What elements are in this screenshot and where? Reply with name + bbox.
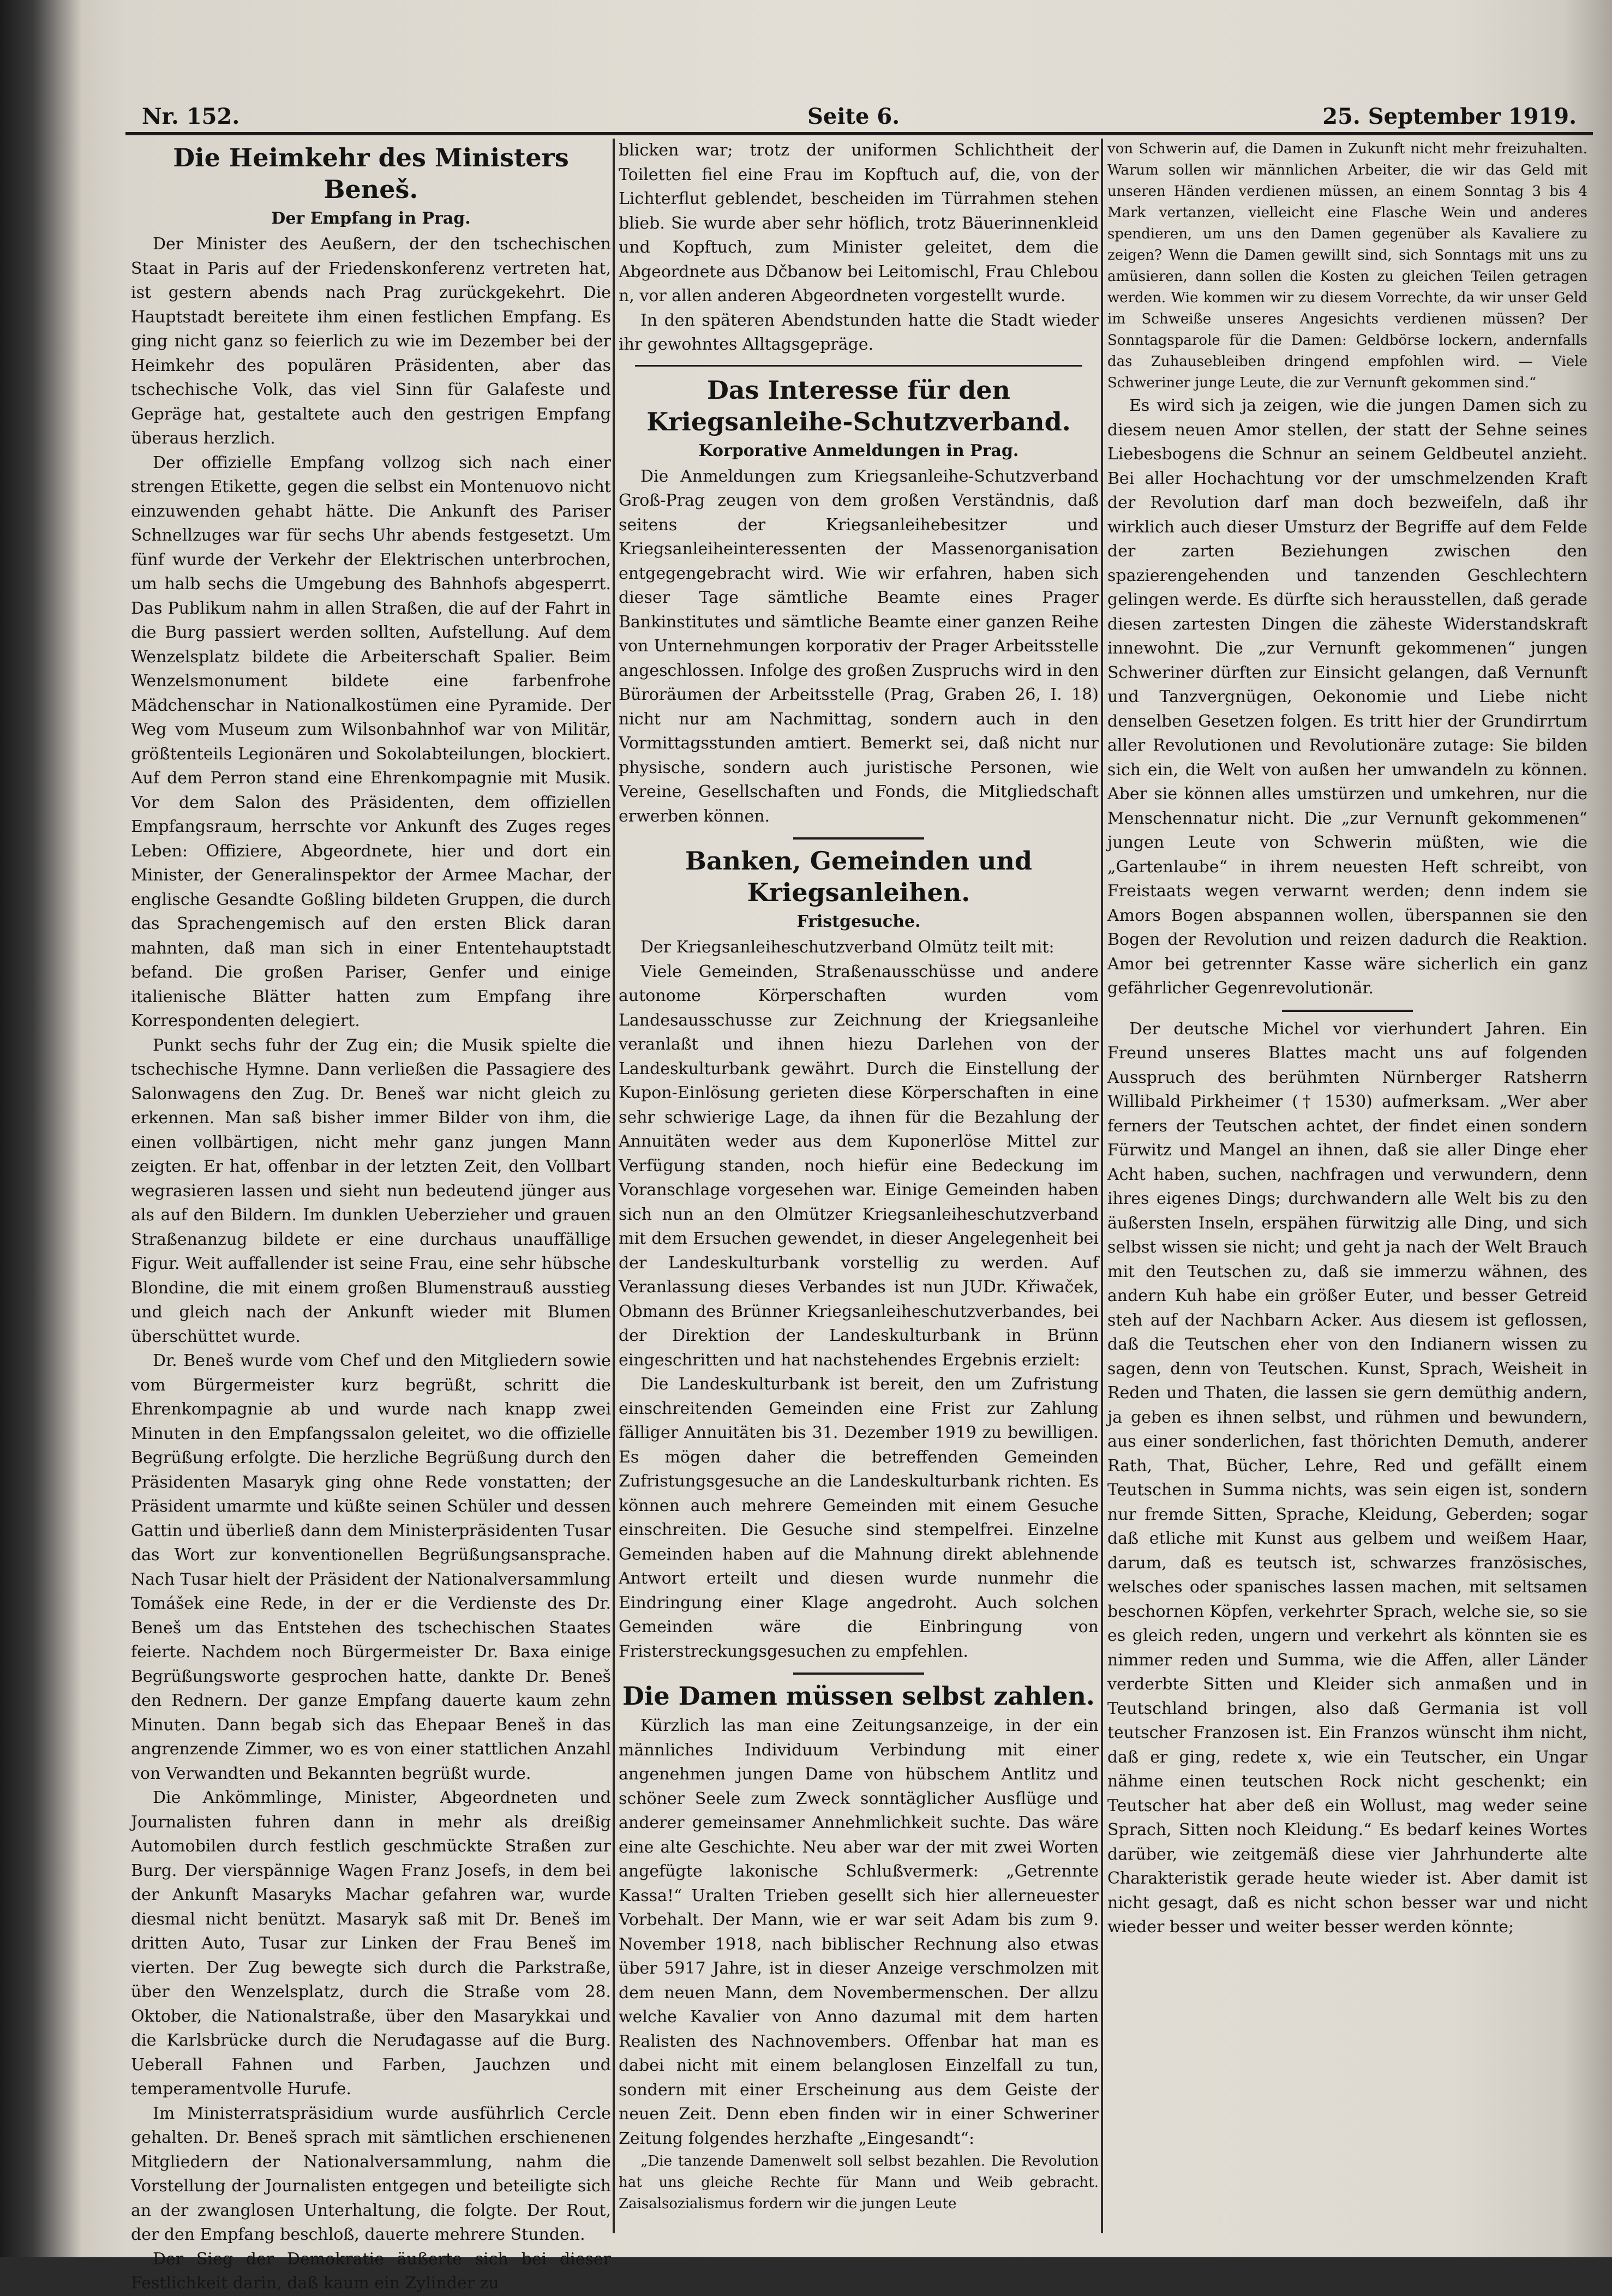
masthead	[125, 93, 1593, 136]
article-paragraph: Der Kriegsanleiheschutzverband Olmütz teilt mit:	[640, 938, 1054, 957]
column-3	[1107, 139, 1587, 2233]
article-paragraph: Punkt sechs fuhr der Zug ein; die Musik spielte die tschechische Hymne. Dann verließen die Passagiere des Salonwagens den Zug. Dr. Beneš war nicht gleich zu erkennen. Man saß bisher immer Bilder von ihm, die einen vollbärtigen, nicht mehr ganz jungen Mann zeigten. Er hat, offenbar in der letzten Zeit, den Vollbart wegrasieren lassen und sieht nun bedeutend jünger aus als auf den Bildern. Im dunklen Ueberzieher und grauen Straßenanzug bildete er eine durchaus unauffällige Figur. Weit auffallender ist seine Frau, eine sehr hübsche Blondine, die mit einem großen Blumenstrauß ausstieg und gleich nach der Ankunft wieder mit Blumen überschüttet wurde.	[131, 1035, 611, 1346]
article-headline-kriegsanleihe-schutzverband: Das Interesse für den Kriegsanleihe-Schutzverband.	[646, 375, 1071, 436]
article-paragraph: Die Landeskulturbank ist bereit, den um Zufristung einschreitenden Gemeinden eine Frist zur Zahlung fälliger Annuitäten bis 31. Dezember 1919 zu bewilligen. Es mögen daher die betreffenden Gemeinden Zufristungsgesuche an die Landeskulturbank richten. Es können auch mehrere Gemeinden mit einem Gesuche einschreiten. Die Gesuche sind stempelfrei. Einzelne Gemeinden haben auf die Mahnung direkt ablehnende Antwort erteilt und diesen wurde nunmehr die Eindringung einer Klage angedroht. Auch solchen Gemeinden wäre die Einbringung von Fristerstreckungsgesuchen zu empfehlen.	[619, 1375, 1099, 1661]
column-2	[619, 139, 1099, 2233]
column-separator-1	[613, 139, 615, 2233]
article-headline-benes: Die Heimkehr des Ministers Beneš.	[173, 143, 569, 204]
masthead-rule	[125, 132, 1593, 135]
article-paragraph: Dr. Beneš wurde vom Chef und den Mitgliedern sowie vom Bürgermeister kurz begrüßt, schritt die Ehrenkompagnie ab und wurde nach knapp zwei Minuten in den Empfangssalon geleitet, wo die offizielle Begrüßung erfolgte. Die herzliche Begrüßung durch den Präsidenten Masaryk ging ohne Rede vonstatten; der Präsident umarmte und küßte seinen Schüler und dessen Gattin und überließ dann dem Ministerpräsidenten Tusar das Wort zur konventionellen Begrüßungsansprache. Nach Tusar hielt der Präsident der Nationalversammlung Tomášek eine Rede, in der er die Verdienste des Dr. Beneš um das Entstehen des tschechischen Staates feierte. Nachdem noch Bürgermeister Dr. Baxa einige Begrüßungsworte gesprochen hatte, dankte Dr. Beneš den Rednern. Der ganze Empfang dauerte kaum zehn Minuten. Dann begab sich das Ehepaar Beneš in das angrenzende Zimmer, wo es von einer stattlichen Anzahl von Verwandten und Bekannten begrüßt wurde.	[131, 1351, 611, 1783]
page-number: Seite 6.	[807, 104, 900, 129]
article-headline-banken-gemeinden: Banken, Gemeinden und Kriegsanleihen.	[685, 846, 1033, 907]
article-paragraph: Es wird sich ja zeigen, wie die jungen Damen sich zu diesem neuen Amor stellen, der statt der Sehne seines Liebesbogens die Schnur an seinem Geldbeutel anzieht. Bei aller Hochachtung vor der umschmelzenden Kraft der Revolution darf man doch bezweifeln, daß ihr wirklich auch dieser Umsturz der Begriffe auf dem Felde der zarten Beziehungen zwischen den spazierengehenden und tanzenden Geschlechtern gelingen werde. Es dürfte sich herausstellen, daß gerade diesen zartesten Dingen die zäheste Widerstandskraft innewohnt. Die „zur Vernunft gekommenen“ jungen Schweriner dürften zur Einsicht gelangen, daß Vernunft und Tanzvergnügen, Oekonomie und Liebe nicht denselben Gesetzen folgen. Es tritt hier der Grundirrtum aller Revolutionen und Revolutionäre zutage: Sie bilden sich ein, die Welt von außen her umwandeln zu können. Aber sie können alles umstürzen und umkehren, nur die Menschennatur nicht. Die „zur Vernunft gekommenen“ jungen Leute von Schwerin müßten, wie die „Gartenlaube“ in ihrem neuesten Heft schreibt, von Freistaats wegen verwarnt werden; denn indem sie Amors Bogen abspannen wollen, überspannen sie den Bogen der Revolution und reizen dadurch die Reaktion. Amor bei getrennter Kasse wäre sicherlich ein ganz gefährlicher Gegenrevolutionär.	[1107, 396, 1587, 998]
article-paragraph: Viele Gemeinden, Straßenausschüsse und andere autonome Körperschaften wurden vom Landesausschusse zur Zeichnung der Kriegsanleihe veranlaßt und ihnen hiezu Darlehen von der Landeskulturbank gewährt. Durch die Einstellung der Kupon-Einlösung gerieten diese Körperschaften in eine sehr schwierige Lage, da ihnen für die Bezahlung der Annuitäten weder aus dem Kuponerlöse Mittel zur Verfügung standen, noch hiefür eine Bedeckung im Voranschlage vorgesehen war. Einige Gemeinden haben sich nun an den Olmützer Kriegsanleiheschutzverband mit dem Ersuchen gewendet, in dieser Angelegenheit bei der Landeskulturbank vorstellig zu werden. Auf Veranlassung dieses Verbandes ist nun JUDr. Křiwaček, Obmann des Brünner Kriegsanleiheschutzverbandes, bei der Direktion der Landeskulturbank in Brünn eingeschritten und hat nachstehendes Ergebnis erzielt:	[619, 962, 1099, 1370]
article-divider	[793, 837, 924, 840]
article-paragraph: Die Ankömmlinge, Minister, Abgeordneten und Journalisten fuhren dann in mehr als dreißig Automobilen durch festlich geschmückte Straßen zur Burg. Der vierspännige Wagen Franz Josefs, in dem bei der Ankunft Masaryks Machar gefahren war, wurde diesmal nicht benützt. Masaryk saß mit Dr. Beneš im dritten Auto, Tusar zur Linken der Frau Beneš im vierten. Der Zug bewegte sich durch die Parkstraße, über den Wenzelsplatz, durch die Straße vom 28. Oktober, die Nationalstraße, über den Masarykkai und die Karlsbrücke durch die Neruđagasse auf die Burg. Ueberall Fahnen und Farben, Jauchzen und temperamentvolle Hurufe.	[131, 1788, 611, 2099]
article-paragraph: In den späteren Abendstunden hatte die Stadt wieder ihr gewohntes Alltagsgepräge.	[619, 310, 1099, 354]
column-1	[131, 139, 611, 2293]
article-subhead-benes: Der Empfang in Prag.	[271, 209, 471, 228]
newspaper-page	[125, 82, 1593, 2293]
issue-date: 25. September 1919.	[1322, 104, 1577, 129]
quoted-letter: von Schwerin auf, die Damen in Zukunft nicht mehr freizuhalten. Warum sollen wir männlichen Arbeiter, die wir das Geld mit unseren Händen verdienen müssen, an einem Sonntag 3 bis 4 Mark vertanzen, vielleicht eine Flasche Wein und anderes spendieren, um uns den Damen gegenüber als Kavaliere zu zeigen? Wenn die Damen gewillt sind, sich Sonntags mit uns zu amüsieren, dann sollen die Kosten zu gleichen Teilen getragen werden. Wie kommen wir zu diesem Vorrechte, da wir unser Geld im Schweiße unseres Angesichts verdienen müssen? Der Sonntagsparole für die Damen: Geldbörse lockern, andernfalls das Zuhausebleiben dringend empfohlen wird. — Viele Schweriner junge Leute, die zur Vernunft gekommen sind.“	[1107, 141, 1587, 391]
article-divider	[793, 1672, 924, 1675]
article-subhead-banken-gemeinden: Fristgesuche.	[796, 912, 921, 931]
article-headline-damen-zahlen: Die Damen müssen selbst zahlen.	[622, 1681, 1095, 1711]
quoted-letter: „Die tanzende Damenwelt soll selbst bezahlen. Die Revolution hat uns gleiche Rechte für Mann und Weib gebracht. Zaisalsozialismus fordern wir die jungen Leute	[619, 2153, 1099, 2212]
article-paragraph: blicken war; trotz der uniformen Schlichtheit der Toiletten fiel eine Frau im Kopftuch auf, die, von der Lichterflut geblendet, bescheiden im Türrahmen stehen blieb. Sie wurde aber sehr höflich, trotz Bäuerinnenkleid und Kopftuch, zum Minister geleitet, dem die Abgeordnete aus Dčbanow bei Leitomischl, Frau Chlebou n, vor allen anderen Abgeordneten vorgestellt wurde.	[619, 141, 1099, 305]
article-paragraph-deutsche-michel: Der deutsche Michel vor vierhundert Jahren. Ein Freund unseres Blattes macht uns auf folgenden Ausspruch des berühmten Nürnberger Ratsherrn Willibald Pirkheimer († 1530) aufmerksam. „Wer aber ferners der Teutschen achtet, der findet einen sondern Fürwitz und Mangel an ihnen, daß sie aller Dinge eher Acht haben, suchen, nachfragen und verwundern, denn ihres eigenes Dings; durchwandern alle Welt bis zu den äußersten Inseln, erspähen fürwitzig alle Ding, und sich selbst wissen sie nicht; und geht ja nach der Welt Brauch mit den Teutschen zu, daß sie immerzu wähnen, des andern Kuh habe ein größer Euter, und besser Getreid steh auf der Nachbarn Acker. Aus diesem ist geflossen, daß die Teutschen eher von den Indianern wissen zu sagen, denn von Teutschen. Kunst, Sprach, Weisheit in Reden und Thaten, die lassen sie gern demüthig andern, ja geben es ihnen selbst, und rühmen und bewundern, aus einer sonderlichen, fast thörichten Demuth, anderer Rath, That, Bücher, Lehre, Red und gefällt einem Teutschen in Summa nichts, was sein eigen ist, sondern nur fremde Sitten, Sprache, Kleidung, Geberden; sogar daß etliche mit Kunst aus gelbem und weißem Haar, darum, daß es teutsch ist, schwarzes französisches, welsches oder spanisches lassen machen, mit seltsamen beschornen Köpfen, verkehrter Sprach, welche sie, so sie es gleich reden, ungern und verkehrt als könnten sie es nimmer reden und Summa, wie die Affen, aller Länder verderbte Sitten und Kleider sich anmaßen und in Teutschland bringen, also daß Germania ist voll teutscher Franzosen ist. Ein Franzos wünscht ihm nicht, daß er ging, redete x, wie ein Teutscher, ein Ungar nähme einen teutschen Rock nicht geschenkt; ein Teutscher hat aber deß ein Wollust, mag weder seine Sprach, Sitten noch Kleidung.“ Es bedarf keines Wortes darüber, wie zeitgemäß diese vier Jahrhunderte alte Charakteristik gerade heute wieder ist. Aber damit ist nicht gesagt, daß es nicht schon besser war und nicht wieder besser und weiter besser werden könnte;	[1107, 1019, 1587, 1937]
article-paragraph: Der offizielle Empfang vollzog sich nach einer strengen Etikette, gegen die selbst ein Montenuovo nicht einzuwenden gehabt hätte. Die Ankunft des Pariser Schnellzuges war für sechs Uhr abends festgesetzt. Um fünf wurde der Verkehr der Elektrischen unterbrochen, um halb sechs die Umgebung des Bahnhofs abgesperrt. Das Publikum nahm in allen Straßen, die auf der Fahrt in die Burg passiert werden sollten, Aufstellung. Auf dem Wenzelsplatz bildete die Arbeiterschaft Spalier. Beim Wenzelsmonument bildete eine farbenfrohe Mädchenschar in Nationalkostümen eine Pyramide. Der Weg vom Museum zum Wilsonbahnhof war von Militär, größtenteils Legionären und Sokolabteilungen, blockiert. Auf dem Perron stand eine Ehrenkompagnie mit Musik. Vor dem Salon des Präsidenten, dem offiziellen Empfangsraum, herrschte vor Ankunft des Zuges reges Leben: Offiziere, Abgeordnete, hier und dort ein Minister, der Generalinspektor der Armee Machar, der englische Gesandte Goßling bildeten Gruppen, die durch das Sprachengemisch auf den ersten Blick daran mahnten, daß man sich in einer Ententehauptstadt befand. Die großen Pariser, Genfer und einige italienische Blätter hatten zum Empfang ihre Korrespondenten delegiert.	[131, 453, 611, 1030]
column-separator-2	[1101, 139, 1103, 2233]
article-paragraph: Die Anmeldungen zum Kriegsanleihe-Schutzverband Groß-Prag zeugen von dem großen Verständnis, daß seitens der Kriegsanleihebesitzer und Kriegsanleiheinteressenten der Massenorganisation entgegengebracht wird. Wie wir erfahren, haben sich dieser Tage sämtliche Beamte eines Prager Bankinstitutes und sämtliche Beamte einer ganzen Reihe von Unternehmungen korporativ der Prager Arbeitsstelle angeschlossen. Infolge des großen Zuspruchs wird in den Büroräumen der Arbeitsstelle (Prag, Graben 26, I. 18) nicht nur am Nachmittag, sondern auch in den Vormittagsstunden amtiert. Bemerkt sei, daß nicht nur physische, sondern auch juristische Personen, wie Vereine, Gesellschaften und Fonds, die Mitgliedschaft erwerben können.	[619, 466, 1099, 826]
article-divider	[635, 365, 1082, 367]
article-divider	[1282, 1010, 1413, 1012]
issue-number: Nr. 152.	[142, 104, 240, 129]
article-paragraph: Kürzlich las man eine Zeitungsanzeige, in der ein männliches Individuum Verbindung mit einer angenehmen jungen Dame von hübschem Antlitz und schöner Seele zum Zweck sonntäglicher Ausflüge und anderer gemeinsamer Annehmlichkeit suchte. Das wäre eine alte Geschichte. Neu aber war der mit zwei Worten angefügte lakonische Schlußvermerk: „Getrennte Kassa!“ Uralten Trieben gesellt sich hier allerneuester Vorbehalt. Der Mann, wie er war seit Adam bis zum 9. November 1918, nach biblischer Rechnung also etwas über 5917 Jahre, ist in dieser Anzeige verschmolzen mit dem neuen Mann, dem Novembermenschen. Der allzu welche Kavalier von Anno dazumal mit dem harten Realisten des Nachnovembers. Offenbar hat man es dabei nicht mit einem belanglosen Einzelfall zu tun, sondern mit einer Erscheinung aus dem Geiste der neuen Zeit. Denn eben finden wir in einer Schweriner Zeitung folgendes herzhafte „Eingesandt“:	[619, 1716, 1099, 2148]
article-paragraph: Im Ministerratspräsidium wurde ausführlich Cercle gehalten. Dr. Beneš sprach mit sämtlichen erschienenen Mitgliedern der Nationalversammlung, nahm die Vorstellung der Journalisten entgegen und beteiligte sich an der zwanglosen Unterhaltung, die folgte. Der Rout, der den Empfang beschloß, dauerte mehrere Stunden.	[131, 2103, 611, 2244]
article-subhead-kriegsanleihe-schutzverband: Korporative Anmeldungen in Prag.	[698, 441, 1019, 460]
article-paragraph: Der Minister des Aeußern, der den tschechischen Staat in Paris auf der Friedenskonferenz vertreten hat, ist gestern abends nach Prag zurückgekehrt. Die Hauptstadt bereitete ihm einen festlichen Empfang. Es ging nicht ganz so feierlich zu wie im Dezember bei der Heimkehr des populären Präsidenten, aber das tschechische Volk, das viel Sinn für Galafeste und Gepräge hat, gestaltete auch den gestrigen Empfang überaus herzlich.	[131, 235, 611, 448]
article-paragraph: Der Sieg der Demokratie äußerte sich bei dieser Festlichkeit darin, daß kaum ein Zylinder zu	[131, 2249, 611, 2293]
